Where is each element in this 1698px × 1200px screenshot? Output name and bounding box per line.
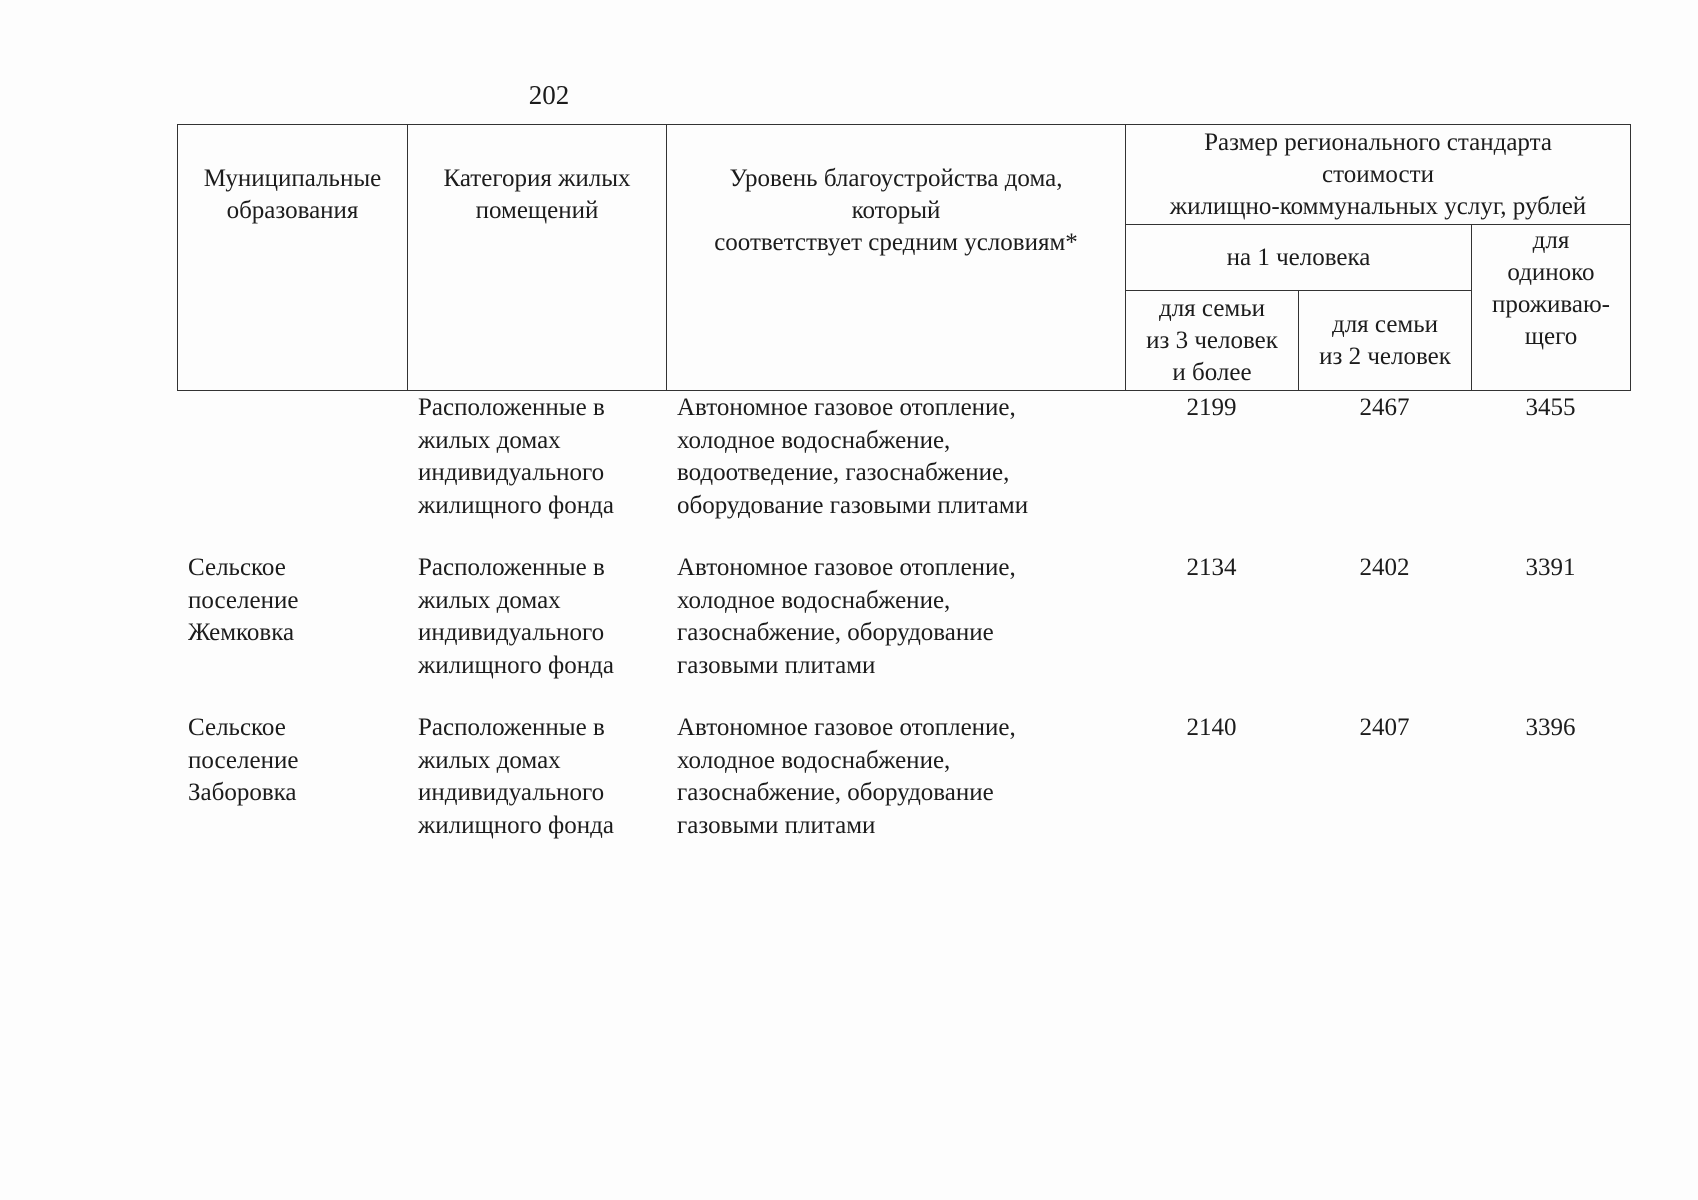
header-family3: для семьи из 3 человек и более (1126, 291, 1299, 391)
cell-single: 3396 (1525, 714, 1576, 741)
cell-category: Расположенные в жилых домах индивидуального жилищного фонда (418, 394, 614, 519)
page-number: 202 (528, 80, 570, 110)
header-category: Категория жилых помещений (408, 125, 667, 391)
cell-municipal (177, 392, 407, 552)
table-header (177, 124, 1631, 391)
header-municipal: Муниципальные образования (178, 125, 408, 391)
cell-municipal: Сельское поселение Заборовка (188, 714, 299, 806)
header-level: Уровень благоустройства дома, который соответствует средним условиям* (667, 125, 1126, 391)
cell-single: 3391 (1525, 554, 1576, 581)
cell-single: 3455 (1525, 394, 1576, 421)
header-family2: для семьи из 2 человек (1299, 291, 1472, 391)
cell-family3: 2140 (1186, 714, 1237, 741)
cell-category: Расположенные в жилых домах индивидуального жилищного фонда (418, 554, 614, 679)
cell-level: Автономное газовое отопление, холодное водоснабжение, водоотведение, газоснабжение, оборудование газовыми плитами (677, 394, 1029, 519)
cell-family2: 2467 (1359, 394, 1410, 421)
table-row (177, 552, 1630, 712)
cell-level: Автономное газовое отопление, холодное водоснабжение, газоснабжение, оборудование газовыми плитами (677, 554, 1016, 679)
table-row (177, 712, 1630, 872)
cell-family3: 2134 (1186, 554, 1237, 581)
header-standard: Размер регионального стандарта стоимости жилищно-коммунальных услуг, рублей (1126, 125, 1631, 225)
header-per-person: на 1 человека (1126, 225, 1472, 291)
cell-municipal: Сельское поселение Жемковка (188, 554, 299, 646)
table-row (177, 392, 1630, 552)
table-body (177, 392, 1630, 872)
cell-level: Автономное газовое отопление, холодное водоснабжение, газоснабжение, оборудование газовыми плитами (677, 714, 1016, 839)
cell-family3: 2199 (1186, 394, 1237, 421)
cell-family2: 2402 (1359, 554, 1410, 581)
header-single: для одиноко проживаю- щего (1472, 225, 1631, 391)
cell-category: Расположенные в жилых домах индивидуального жилищного фонда (418, 714, 614, 839)
cell-family2: 2407 (1359, 714, 1410, 741)
